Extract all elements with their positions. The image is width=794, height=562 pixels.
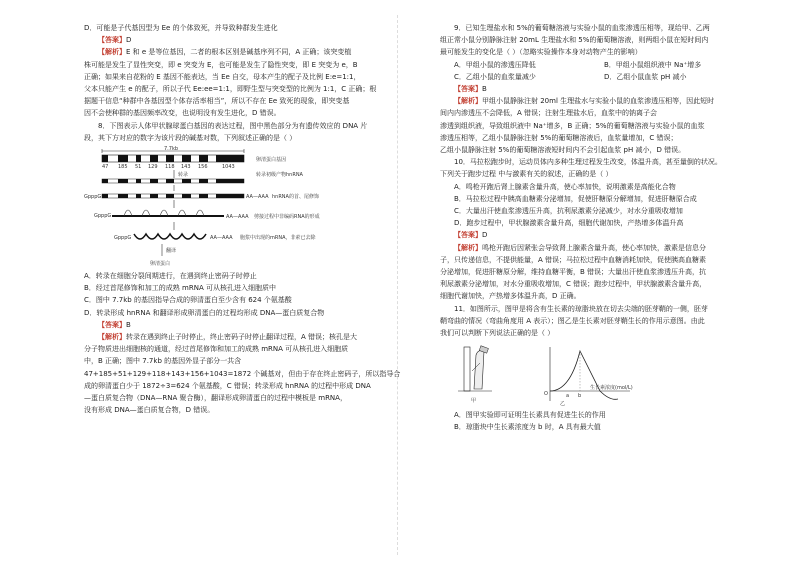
q10-option-d: D．跑步过程中，甲状腺激素含量升高，细胞代谢加快，产热增多体温升高: [454, 219, 684, 228]
answer-q8: [84, 319, 424, 331]
answer-tag: 【答案】: [454, 231, 482, 240]
q8-stem-line-1: 8．下图表示人体甲状腺球蛋白基因的表达过程，图中黑色部分为有遗传效应的 DNA 片: [98, 121, 368, 130]
cap-label: GpppG: [94, 213, 112, 220]
right-column: [440, 22, 780, 434]
option-d-q7: D．可能是子代基因型为 Ee 的个体致死，并导致种群发生进化: [84, 24, 278, 32]
answer-q10: [440, 229, 780, 241]
q11-stem-line-3: 我们可以判断下列说法正确的是（ ）: [440, 329, 555, 338]
analysis-q8-line-4: 47+185+51+129+118+143+156+1043=1872 个碱基对，但由于存在终止密码子，所以指导合: [84, 369, 401, 378]
answer-value: B: [482, 85, 487, 94]
polya-label: AA—AAA: [246, 194, 269, 201]
length-label: 7.7kb: [164, 146, 179, 153]
q9-option-b: B．甲组小鼠组织液中 Na⁺增多: [604, 60, 702, 69]
answer-tag: 【答案】: [98, 36, 126, 45]
answer-q7: [84, 34, 424, 46]
q8-option-c: C．图中 7.7kb 的基因指导合成的卵清蛋白至少含有 624 个氨基酸: [84, 296, 292, 305]
q11-option-a: A．图甲实验即可证明生长素具有促进生长的作用: [454, 411, 606, 420]
q9-option-a: A．甲组小鼠的渗透压降低: [454, 60, 536, 69]
left-column: [84, 22, 424, 416]
analysis-tag: 【解析】: [454, 97, 482, 106]
analysis-tag: 【解析】: [454, 243, 482, 252]
q9-option-d: D．乙组小鼠血浆 pH 减小: [604, 72, 687, 81]
gene-label: 卵清蛋白基因: [256, 157, 287, 164]
analysis-tag: 【解析】: [98, 48, 126, 57]
q11-stem-line-1: 11．如图所示，图甲是将含有生长素的琼脂块放在切去尖端的胚芽鞘的一侧，胚芽: [454, 304, 708, 313]
analysis-q9-line-1: [440, 95, 780, 107]
q8-stem-line-2: 段，其下方对应的数字为该片段的碱基对数，下列叙述正确的是（ ）: [84, 133, 297, 142]
analysis-q10-line-4: 利尿激素分泌增加，对水分重吸收增加，C 错误；跑步过程中，甲状腺激素含量升高，: [440, 280, 707, 289]
answer-value: D: [126, 36, 132, 45]
premrna-label: 转录初级产物hnRNA: [256, 172, 303, 179]
figure-yi-label: 乙: [560, 401, 566, 408]
cap-label: GpppG: [84, 194, 102, 201]
exon-length: 156: [198, 164, 208, 171]
splice-label: 剪接过程中非编码RNA的形成: [254, 214, 320, 221]
q9-options-row-1: [440, 59, 780, 71]
analysis-q9-line-2: 间内内渗透压不会降低，A 错误；注射生理盐水后，血浆中的钠离子会: [440, 109, 658, 118]
q11-stem-line-2: 鞘弯曲的情况（弯曲角度用 A 表示）；图乙是生长素对胚芽鞘生长的作用示意图。由此: [440, 316, 705, 325]
answer-tag: 【答案】: [454, 85, 482, 94]
analysis-q8-line-2: 分子物质进出细胞核的通道，经过首尾修饰和加工的成熟 mRNA 可从核孔进入细胞质: [84, 345, 349, 354]
answer-q9: [440, 83, 780, 95]
mature-label: 胞浆中出现的mRNA，非索已去除: [240, 235, 316, 242]
cap-label: GpppG: [114, 235, 132, 242]
q10-option-a: A．鸣枪开跑后肾上腺素含量升高，使心率加快，说明激素是高能化合物: [454, 182, 676, 191]
transcribe-label: 转录: [178, 172, 189, 179]
exon-length: 129: [148, 164, 158, 171]
analysis-q9-line-5: 乙组小鼠静脉注射 5%的葡萄糖溶液短时间内不会引起血浆 pH 减小，D 错误。: [440, 146, 686, 155]
q10-option-c: C．大量出汗使血浆渗透压升高，抗利尿激素分泌减少，对水分重吸收增加: [454, 207, 683, 216]
gene-expression-figure: [84, 146, 424, 268]
analysis-text: E 和 e 是等位基因，二者的根本区别是碱基序列不同，A 正确；该突变植: [126, 48, 352, 57]
point-a-label: a: [566, 393, 570, 400]
analysis-q8-line-6: —蛋白质复合物（DNA—RNA 聚合酶），翻译形成卵清蛋白的过程中模板是 mRNA，: [84, 394, 347, 403]
analysis-q7-line-1: [84, 46, 424, 58]
exon-lengths: [102, 164, 235, 170]
analysis-q10-line-5: 细胞代谢加快，产热增多体温升高，D 正确。: [440, 292, 581, 301]
auxin-figure: [440, 341, 780, 407]
origin-label: O: [544, 391, 548, 398]
analysis-q7-line-5: 据题干信息“种群中各基因型个体存活率相当”，所以不存在 Ee 致死的现象，即突变基: [84, 97, 350, 106]
q9-option-c: C．乙组小鼠的血浆量减少: [454, 72, 536, 81]
exon-length: 1043: [222, 164, 235, 171]
analysis-q10-line-3: 分泌增加，促进肝糖原分解，维持血糖平衡，B 错误；大量出汗使血浆渗透压升高，抗: [440, 268, 707, 277]
q10-stem-line-1: 10．马拉松跑步时，运动员体内多种生理过程发生改变，体温升高，甚至量倒的状况。: [454, 158, 722, 167]
exon-length: 47: [102, 164, 109, 171]
q8-option-d: D．转录形成 hnRNA 和翻译形成卵清蛋白的过程均形成 DNA—蛋白质复合物: [84, 308, 325, 317]
exon-length: 185: [118, 164, 128, 171]
q9-stem-line-2: 组正常小鼠分别静脉注射 20mL 生理盐水和 5%的葡萄糖溶液，则两组小鼠在短时间内: [440, 36, 709, 45]
q9-stem-line-1: 9．已知生理盐水和 5%的葡萄糖溶液与实验小鼠的血浆渗透压相等，现给甲、乙两: [454, 24, 710, 32]
analysis-q8-line-1: [84, 331, 424, 343]
protein-label: 卵清蛋白: [150, 261, 171, 268]
analysis-q9-line-4: 渗透压相等，乙组小鼠静脉注射 5%的葡萄糖溶液后，血浆量增加，C 错误；: [440, 133, 678, 142]
q9-stem-line-3: 最可能发生的变化是（ ）（忽略实验操作本身对动物产生的影响）: [440, 48, 642, 57]
point-b-label: b: [578, 393, 582, 400]
analysis-q10-line-1: [440, 242, 780, 254]
answer-value: D: [482, 231, 488, 240]
answer-tag: 【答案】: [98, 320, 126, 329]
polya-label: AA—AAA: [210, 235, 233, 242]
analysis-q8-line-5: 成的卵清蛋白少于 1872÷3=624 个氨基酸，C 错误；转录形成 hnRNA 的过程中形成 DNA: [84, 381, 371, 390]
analysis-q8-line-3: 中，B 正确；图中 7.7kb 的基因外显子部分一共含: [84, 357, 242, 366]
q11-option-b: B．琼脂块中生长素浓度为 b 时，A 具有最大值: [454, 423, 601, 432]
hn-modify-label: hnRNA的首、尾修饰: [272, 194, 319, 201]
exon-length: 51: [135, 164, 142, 171]
analysis-text: 转录在遇到终止子时停止，终止密码子时停止翻译过程，A 错误；核孔是大: [126, 333, 358, 342]
analysis-tag: 【解析】: [98, 333, 126, 342]
analysis-q7-line-3: 正确；如果来自花粉的 E 基因不能表达，当 Ee 自交，母本产生的配子及比例 E:e=1:1，: [84, 72, 361, 81]
q9-options-row-2: [440, 71, 780, 83]
analysis-q7-line-2: 株可能是发生了显性突变，即 e 突变为 E，也可能是发生了隐性突变，即 E 突变为 e，B: [84, 60, 358, 69]
analysis-q10-line-2: 子，只传递信息，不提供能量，A 错误；马拉松过程中血糖消耗加快，促使胰高血糖素: [440, 255, 707, 264]
analysis-q9-line-3: 渗透到组织液，导致组织液中 Na⁺增多，B 正确；5%的葡萄糖溶液与实验小鼠的血浆: [440, 121, 705, 130]
translate-label: 翻译: [166, 248, 177, 255]
q8-option-a: A．转录在细胞分裂间期进行，在遇到终止密码子时停止: [84, 272, 257, 281]
exon-length: 143: [181, 164, 191, 171]
figure-jia-label: 甲: [471, 398, 477, 405]
analysis-text: 鸣枪开跑后因紧张会导致肾上腺素含量升高，使心率加快，激素是信息分: [482, 243, 706, 252]
analysis-q7-line-6: 因不会使种群的基因频率改变，也说明没有发生进化，D 错误。: [84, 109, 281, 118]
exon-length: 118: [165, 164, 175, 171]
polya-label: AA—AAA: [226, 214, 249, 221]
axis-label: 生长素浓度(mol/L): [590, 385, 633, 392]
q8-option-b: B．经过首尾修饰和加工的成熟 mRNA 可从核孔进入细胞质中: [84, 284, 276, 293]
q10-stem-line-2: 下列关于跑步过程 中与激素有关的叙述，正确的是（ ）: [440, 170, 613, 179]
q10-option-b: B．马拉松过程中胰高血糖素分泌增加，促使肝糖原分解增加，促进肝糖原合成: [454, 194, 697, 203]
analysis-q7-line-4: 父本只能产生 e 的配子，所以子代 Ee:ee=1:1，即野生型与突变型的比例为 1:1，C 正确；根: [84, 85, 377, 94]
answer-value: B: [126, 320, 131, 329]
analysis-text: 甲组小鼠静脉注射 20ml 生理盐水与实验小鼠的血浆渗透压相等，因此短时: [482, 97, 715, 106]
analysis-q8-line-7: 没有形成 DNA—蛋白质复合物，D 错误。: [84, 406, 215, 415]
